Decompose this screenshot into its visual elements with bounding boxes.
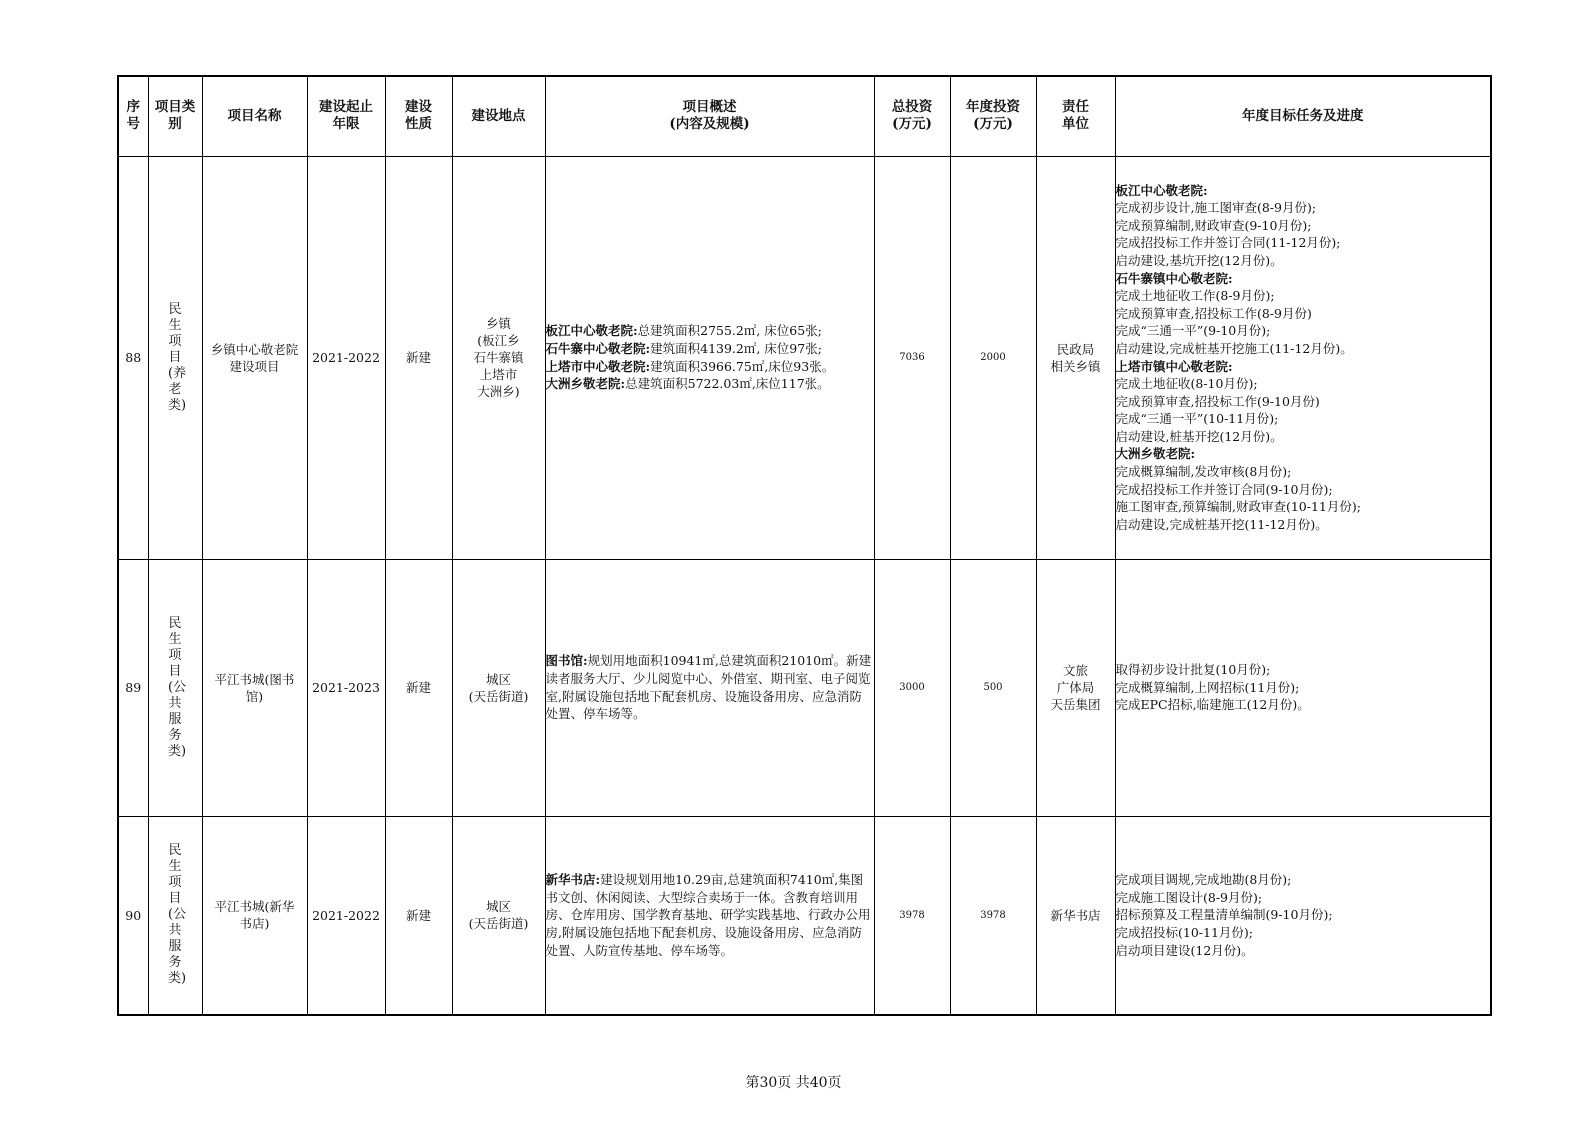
cell-name: 平江书城(新华书店)	[202, 816, 307, 1015]
cell-nature: 新建	[385, 559, 452, 816]
cell-total-investment: 3978	[874, 816, 950, 1015]
cell-period: 2021-2022	[307, 816, 385, 1015]
header-category: 项目类 别	[148, 76, 202, 156]
cell-period: 2021-2023	[307, 559, 385, 816]
header-period: 建设起止 年限	[307, 76, 385, 156]
header-row	[118, 76, 1491, 156]
cell-name: 平江书城(图书馆)	[202, 559, 307, 816]
cell-nature: 新建	[385, 816, 452, 1015]
header-nature: 建设 性质	[385, 76, 452, 156]
page-footer: 第30页 共40页	[745, 1075, 842, 1091]
cell-description: 板江中心敬老院:总建筑面积2755.2㎡, 床位65张; 石牛寨中心敬老院:建筑面积4139.2㎡, 床位97张; 上塔市中心敬老院:建筑面积3966.75㎡,床位93张。 大洲乡敬老院:总建筑面积5722.03㎡,床位117张。	[545, 156, 874, 559]
cell-description: 图书馆:规划用地面积10941㎡,总建筑面积21010㎡。新建读者服务大厅、少儿阅览中心、外借室、期刊室、电子阅览 室,附属设施包括地下配套机房、设施设备用房、应急消防处置、停车场等。	[545, 559, 874, 816]
table-row	[118, 156, 1491, 559]
cell-total-investment: 3000	[874, 559, 950, 816]
cell-location: 乡镇 (板江乡 石牛寨镇 上塔市 大洲乡)	[452, 156, 545, 559]
header-desc: 项目概述 (内容及规模)	[545, 76, 874, 156]
cell-seq: 89	[118, 559, 148, 816]
header-unit: 责任 单位	[1036, 76, 1115, 156]
cell-category: 民生项目(公共服务类)	[148, 559, 202, 816]
cell-nature: 新建	[385, 156, 452, 559]
cell-location: 城区 (天岳街道)	[452, 816, 545, 1015]
cell-responsible-unit: 新华书店	[1036, 816, 1115, 1015]
cell-total-investment: 7036	[874, 156, 950, 559]
cell-category: 民生项目(公共服务类)	[148, 816, 202, 1015]
cell-annual-investment: 500	[950, 559, 1036, 816]
cell-responsible-unit: 文旅 广体局 天岳集团	[1036, 559, 1115, 816]
cell-responsible-unit: 民政局 相关乡镇	[1036, 156, 1115, 559]
table-row	[118, 816, 1491, 1015]
header-seq: 序 号	[118, 76, 148, 156]
cell-seq: 90	[118, 816, 148, 1015]
cell-description: 新华书店:建设规划用地10.29亩,总建筑面积7410㎡,集图书文创、休闲阅读、大型综合卖场于一体。含教育培训用房、仓库用房、国学教育基地、研学实践基地、行政办公用房,附属设施包括地下配套机房、设施设备用房、应急消防处置、人防宣传基地、停车场等。	[545, 816, 874, 1015]
cell-goals: 完成项目调规,完成地勘(8月份); 完成施工图设计(8-9月份); 招标预算及工程量清单编制(9-10月份); 完成招投标(10-11月份); 启动项目建设(12月份)。	[1115, 816, 1491, 1015]
cell-annual-investment: 3978	[950, 816, 1036, 1015]
project-table	[117, 75, 1492, 1016]
header-goals: 年度目标任务及进度	[1115, 76, 1491, 156]
cell-seq: 88	[118, 156, 148, 559]
cell-goals: 取得初步设计批复(10月份); 完成概算编制,上网招标(11月份); 完成EPC招标,临建施工(12月份)。	[1115, 559, 1491, 816]
header-name: 项目名称	[202, 76, 307, 156]
cell-annual-investment: 2000	[950, 156, 1036, 559]
header-annual: 年度投资 (万元)	[950, 76, 1036, 156]
cell-period: 2021-2022	[307, 156, 385, 559]
cell-location: 城区 (天岳街道)	[452, 559, 545, 816]
table-row	[118, 559, 1491, 816]
header-location: 建设地点	[452, 76, 545, 156]
cell-category: 民生项目(养老类)	[148, 156, 202, 559]
cell-goals: 板江中心敬老院: 完成初步设计,施工图审查(8-9月份); 完成预算编制,财政审查(9-10月份); 完成招投标工作并签订合同(11-12月份); 启动建设,基坑开挖(12月份)。 石牛寨镇中心敬老院: 完成土地征收工作(8-9月份); 完成预算审查,招投标工作(8-9月份) 完成“三通一平”(9-10月份); 启动建设,完成桩基开挖施工(11-12月份)。 上塔市镇中心敬老院: 完成土地征收(8-10月份); 完成预算审查,招投标工作(9-10月份) 完成“三通一平”(10-11月份); 启动建设,桩基开挖(12月份)。 大洲乡敬老院: 完成概算编制,发改审核(8月份); 完成招投标工作并签订合同(9-10月份); 施工图审查,预算编制,财政审查(10-11月份); 启动建设,完成桩基开挖(11-12月份)。	[1115, 156, 1491, 559]
cell-name: 乡镇中心敬老院建设项目	[202, 156, 307, 559]
header-total: 总投资 (万元)	[874, 76, 950, 156]
